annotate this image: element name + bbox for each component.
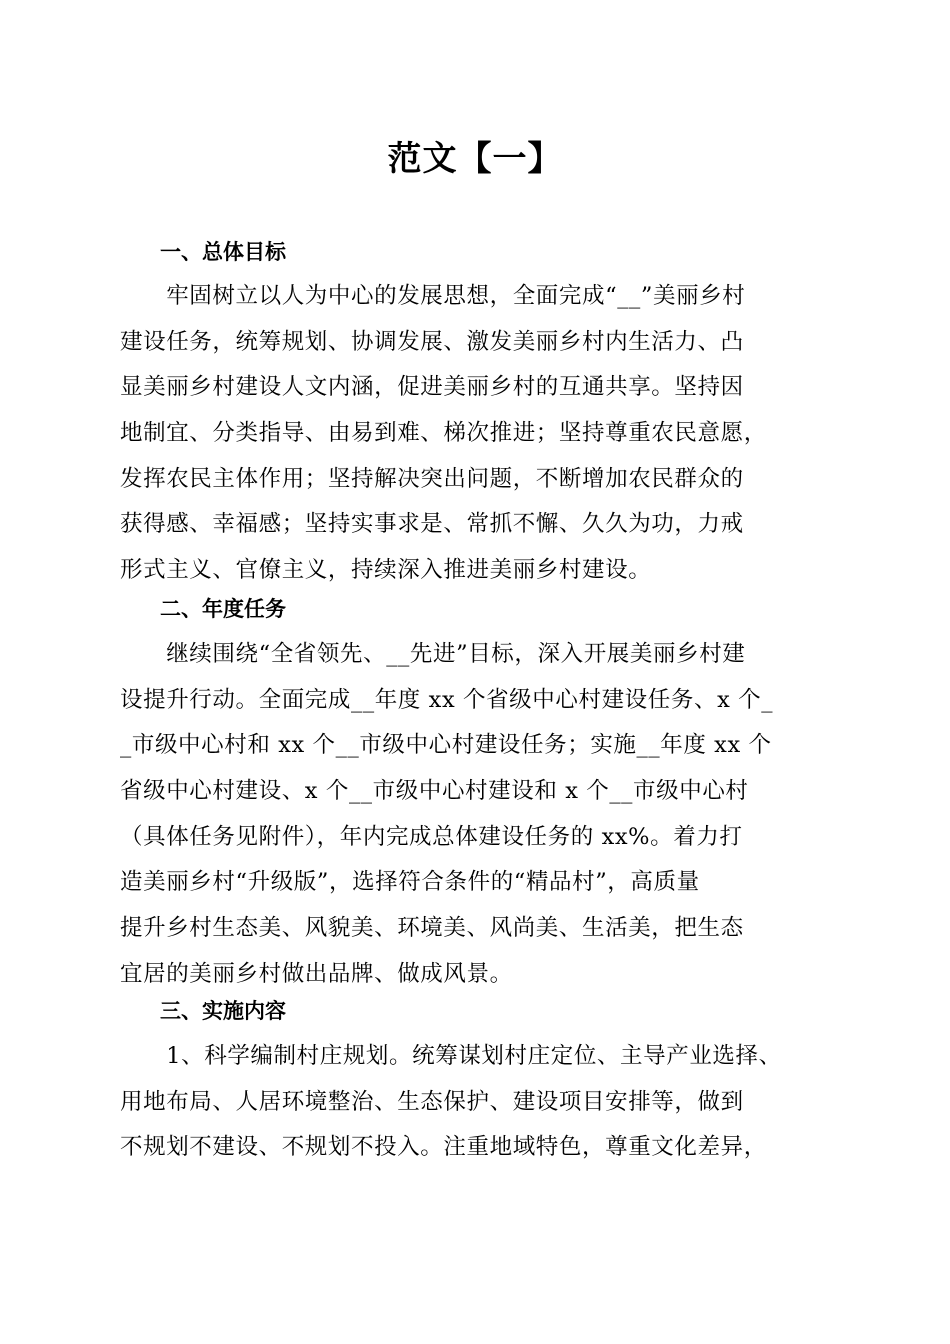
paragraph-line: 造美丽乡村“升级版”，选择符合条件的“精品村”，高质量 bbox=[120, 869, 700, 896]
paragraph-line: 牢固树立以人为中心的发展思想，全面完成“__”美丽乡村 bbox=[120, 283, 746, 309]
section-body-overall-goal bbox=[120, 274, 840, 594]
section-heading-annual-tasks: 二、年度任务 bbox=[160, 597, 286, 621]
paragraph-line: 用地布局、人居环境整治、生态保护、建设项目安排等，做到 bbox=[120, 1088, 744, 1115]
paragraph-line: 形式主义、官僚主义，持续深入推进美丽乡村建设。 bbox=[120, 557, 652, 584]
paragraph-line: 省级中心村建设、x 个__市级中心村建设和 x 个__市级中心村 bbox=[120, 778, 749, 805]
paragraph-line: 1、科学编制村庄规划。统筹谋划村庄定位、主导产业选择、 bbox=[120, 1043, 782, 1069]
section-body-implementation bbox=[120, 1034, 840, 1171]
paragraph-line: 不规划不建设、不规划不投入。注重地域特色，尊重文化差异， bbox=[120, 1134, 767, 1161]
section-heading-overall-goal: 一、总体目标 bbox=[160, 240, 286, 264]
paragraph-line: 显美丽乡村建设人文内涵，促进美丽乡村的互通共享。坚持因 bbox=[120, 374, 744, 401]
document-title: 范文【一】 bbox=[387, 139, 563, 179]
paragraph-line: 提升乡村生态美、风貌美、环境美、风尚美、生活美，把生态 bbox=[120, 915, 744, 942]
paragraph-line: （具体任务见附件），年内完成总体建设任务的 xx%。着力打 bbox=[120, 823, 743, 850]
paragraph-line: 地制宜、分类指导、由易到难、梯次推进；坚持尊重农民意愿， bbox=[120, 420, 767, 447]
paragraph-line: 发挥农民主体作用；坚持解决突出问题，不断增加农民群众的 bbox=[120, 465, 744, 492]
paragraph-line: 宜居的美丽乡村做出品牌、做成风景。 bbox=[120, 960, 513, 987]
section-heading-implementation: 三、实施内容 bbox=[160, 999, 286, 1023]
paragraph-line: _市级中心村和 xx 个__市级中心村建设任务；实施__年度 xx 个 bbox=[120, 732, 772, 759]
paragraph-line: 设提升行动。全面完成__年度 xx 个省级中心村建设任务、x 个_ bbox=[120, 686, 774, 713]
section-body-annual-tasks bbox=[120, 632, 840, 998]
paragraph-line: 获得感、幸福感；坚持实事求是、常抓不懈、久久为功，力戒 bbox=[120, 511, 744, 538]
paragraph-line: 建设任务，统筹规划、协调发展、激发美丽乡村内生活力、凸 bbox=[120, 328, 744, 355]
paragraph-line: 继续围绕“全省领先、__先进”目标，深入开展美丽乡村建 bbox=[120, 641, 746, 667]
